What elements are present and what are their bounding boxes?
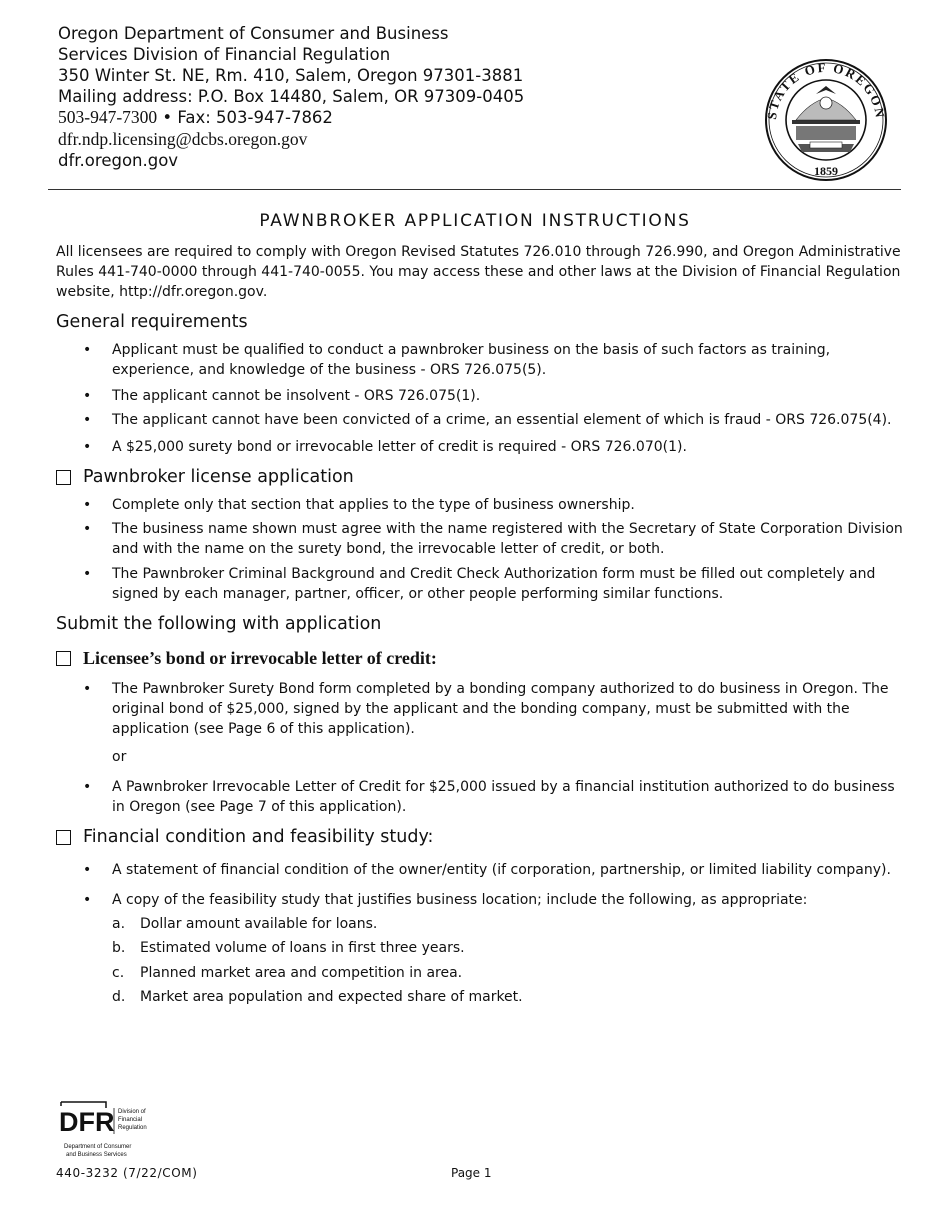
list-item: • A $25,000 surety bond or irrevocable letter of credit is required - ORS 726.070(1). xyxy=(83,439,687,455)
division-line-1: Division of xyxy=(118,1109,146,1115)
fax-number: Fax: 503-947-7862 xyxy=(177,108,333,127)
dept-line-1: Department of Consumer xyxy=(64,1144,132,1150)
list-item: • A statement of financial condition of the owner/entity (if corporation, partnership, or limited liability company). xyxy=(83,862,891,878)
list-item: • Complete only that section that applies to the type of business ownership. xyxy=(83,497,635,513)
list-item: • Applicant must be qualified to conduct a pawnbroker business on the basis of such factors as training, experience, and knowledge of the business - ORS 726.075(5). xyxy=(83,342,831,378)
street-address: 350 Winter St. NE, Rm. 410, Salem, Oregon 97301-3881 xyxy=(58,66,524,85)
license-application-checkbox[interactable] xyxy=(56,470,71,485)
phone-fax xyxy=(58,107,333,128)
bond-section xyxy=(56,648,437,669)
bond-checkbox[interactable] xyxy=(56,651,71,666)
license-application-heading: Pawnbroker license application xyxy=(83,467,354,487)
general-requirements-heading: General requirements xyxy=(56,312,248,332)
list-item: • A Pawnbroker Irrevocable Letter of Credit for $25,000 issued by a financial institution authorized to do business in Oregon (see Page 7 of this application). xyxy=(83,779,895,815)
division-line-3: Regulation xyxy=(118,1125,147,1131)
sub-list-item: b. Estimated volume of loans in first three years. xyxy=(112,940,465,956)
financial-heading: Financial condition and feasibility study: xyxy=(83,827,434,847)
page-title: PAWNBROKER APPLICATION INSTRUCTIONS xyxy=(259,211,691,231)
phone-number: 503-947-7300 xyxy=(58,107,158,127)
list-item: • The applicant cannot be insolvent - ORS 726.075(1). xyxy=(83,388,481,404)
seal-arc-text: STATE OF OREGON xyxy=(763,59,889,121)
or-text: or xyxy=(112,749,127,765)
financial-section xyxy=(56,827,433,847)
seal-year: 1859 xyxy=(814,164,838,178)
separator-bullet: • xyxy=(162,108,173,127)
oregon-state-seal xyxy=(762,58,890,182)
org-name-line-2: Services Division of Financial Regulation xyxy=(58,45,391,64)
header-divider xyxy=(48,189,901,190)
list-item: • The Pawnbroker Criminal Background and Credit Check Authorization form must be filled out completely and signed by each manager, partner, officer, or other people performing similar functions. xyxy=(83,566,876,602)
sub-list-item: a. Dollar amount available for loans. xyxy=(112,916,378,932)
org-name-line-1: Oregon Department of Consumer and Business xyxy=(58,24,449,43)
financial-checkbox[interactable] xyxy=(56,830,71,845)
form-code: 440-3232 (7/22/COM) xyxy=(56,1166,198,1180)
intro-paragraph: All licensees are required to comply with Oregon Revised Statutes 726.010 through 726.990, and Oregon Administrative Rules 441-740-0000 through 441-740-0055. You may access these and other laws at the Division of Financial Regulation website, http://dfr.oregon.gov. xyxy=(56,244,901,300)
dfr-logo xyxy=(58,1098,158,1160)
list-item: • The applicant cannot have been convicted of a crime, an essential element of which is fraud - ORS 726.075(4). xyxy=(83,412,892,428)
division-line-2: Financial xyxy=(118,1117,143,1123)
email-address[interactable]: dfr.ndp.licensing@dcbs.oregon.gov xyxy=(58,129,308,149)
website[interactable]: dfr.oregon.gov xyxy=(58,151,179,170)
list-item: • A copy of the feasibility study that justifies business location; include the following, as appropriate: xyxy=(83,892,808,908)
dept-line-2: and Business Services xyxy=(66,1152,127,1158)
bond-heading: Licensee’s bond or irrevocable letter of credit: xyxy=(83,648,437,668)
license-application-section xyxy=(56,467,354,487)
page-number: Page 1 xyxy=(451,1166,492,1180)
sub-list-item: d. Market area population and expected share of market. xyxy=(112,989,523,1005)
list-item: • The Pawnbroker Surety Bond form completed by a bonding company authorized to do business in Oregon. The original bond of $25,000, signed by the applicant and the bonding company, must be submitted with the application (see Page 6 of this application). xyxy=(83,681,889,737)
list-item: • The business name shown must agree with the name registered with the Secretary of State Corporation Division and with the name on the surety bond, the irrevocable letter of credit, or both. xyxy=(83,521,903,557)
dfr-acronym: DFR xyxy=(59,1107,115,1137)
submit-heading: Submit the following with application xyxy=(56,614,382,634)
sub-list-item: c. Planned market area and competition in area. xyxy=(112,965,463,981)
mailing-address: Mailing address: P.O. Box 14480, Salem, OR 97309-0405 xyxy=(58,87,525,106)
